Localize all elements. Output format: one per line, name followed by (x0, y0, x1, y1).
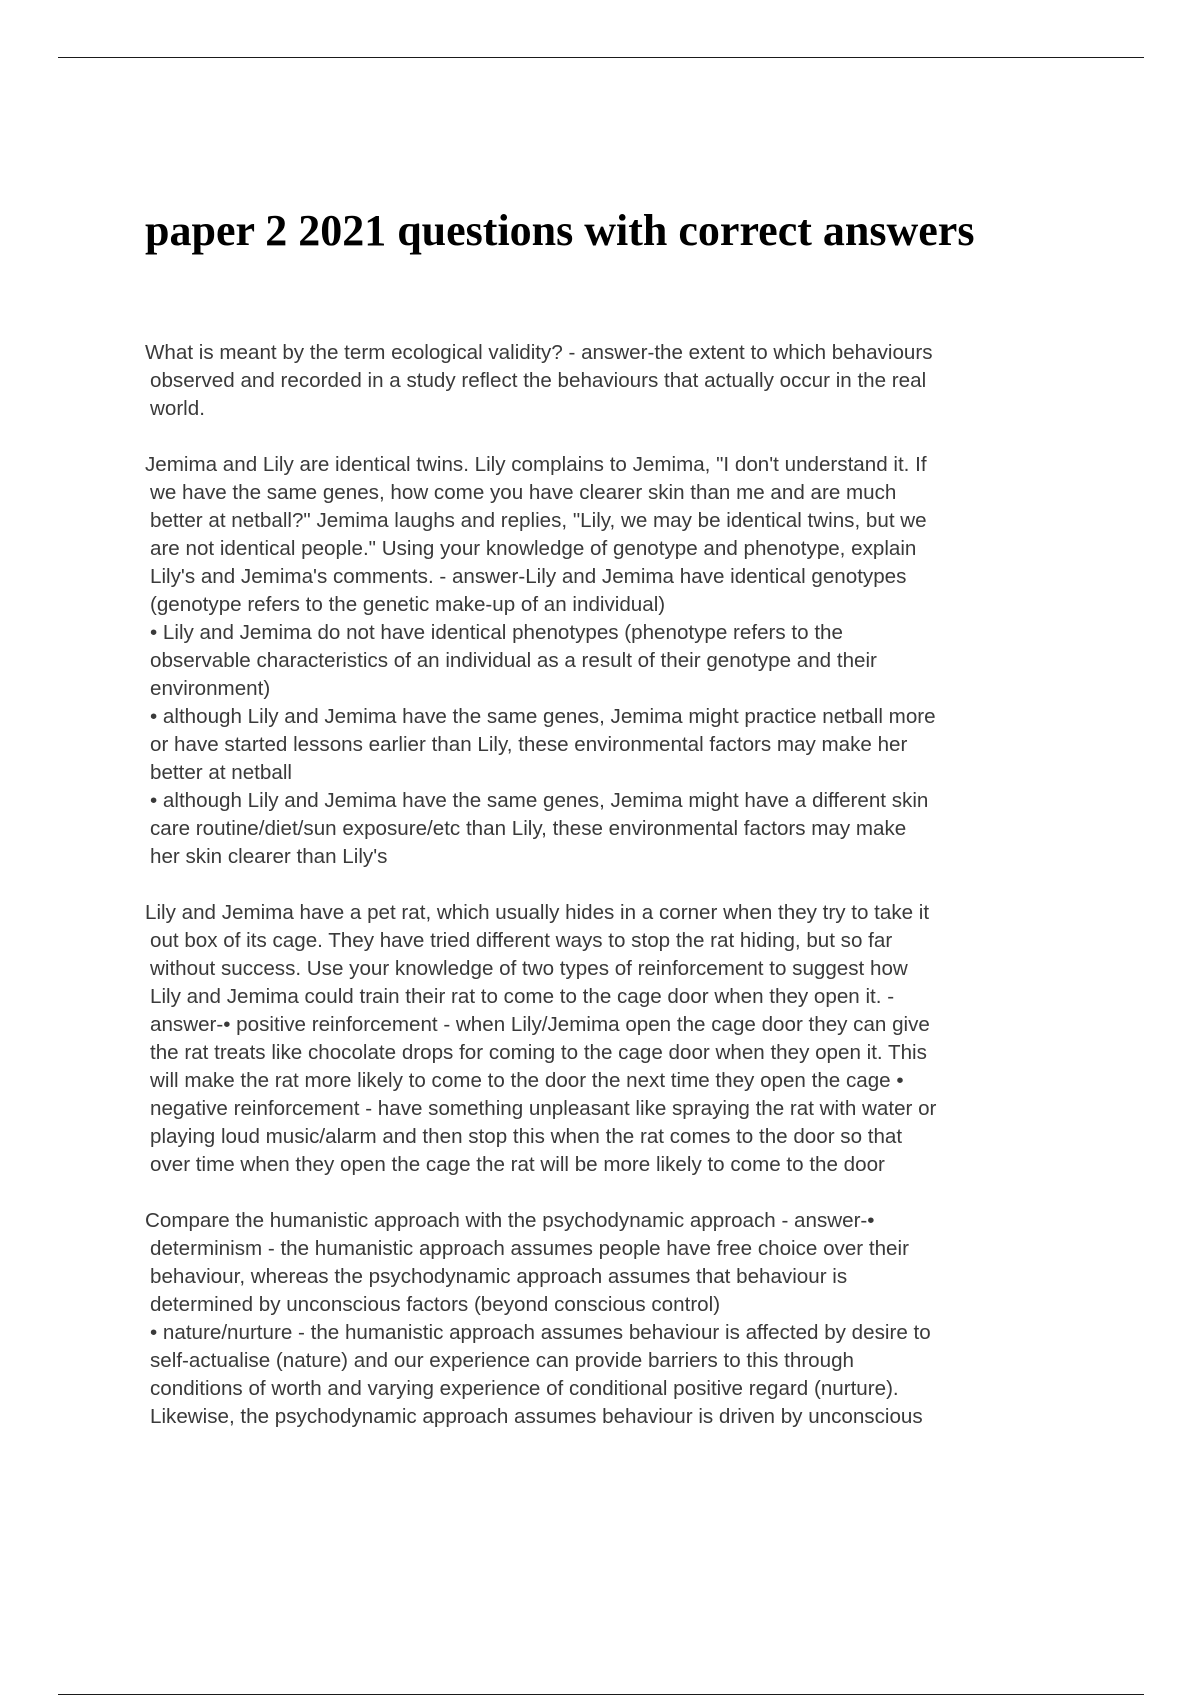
text-line: self-actualise (nature) and our experience can provide barriers to this through (150, 1349, 854, 1372)
text-line: observed and recorded in a study reflect the behaviours that actually occur in the real (150, 369, 927, 392)
text-line: out box of its cage. They have tried different ways to stop the rat hiding, but so far (150, 929, 893, 952)
text-line: What is meant by the term ecological validity? - answer-the extent to which behaviours (145, 341, 933, 364)
text-line: negative reinforcement - have something unpleasant like spraying the rat with water or (150, 1097, 937, 1120)
text-line: the rat treats like chocolate drops for coming to the cage door when they open it. This (150, 1041, 927, 1064)
text-line: observable characteristics of an individual as a result of their genotype and their (150, 649, 877, 672)
text-line: are not identical people." Using your knowledge of genotype and phenotype, explain (150, 537, 917, 560)
text-line: world. (150, 397, 205, 420)
text-line: answer-• positive reinforcement - when Lily/Jemima open the cage door they can give (150, 1013, 930, 1036)
text-line: • although Lily and Jemima have the same genes, Jemima might practice netball more (150, 705, 936, 728)
top-rule (58, 57, 1144, 58)
text-line: environment) (150, 677, 271, 700)
text-line: Compare the humanistic approach with the psychodynamic approach - answer-• (145, 1209, 875, 1232)
text-line: determined by unconscious factors (beyond conscious control) (150, 1293, 721, 1316)
text-line: over time when they open the cage the rat will be more likely to come to the door (150, 1153, 885, 1176)
text-line: we have the same genes, how come you have clearer skin than me and are much (150, 481, 897, 504)
text-line: without success. Use your knowledge of two types of reinforcement to suggest how (150, 957, 908, 980)
text-line: playing loud music/alarm and then stop this when the rat comes to the door so that (150, 1125, 903, 1148)
text-line: • Lily and Jemima do not have identical phenotypes (phenotype refers to the (150, 621, 843, 644)
text-line: Jemima and Lily are identical twins. Lily complains to Jemima, "I don't understand it. If (145, 453, 927, 476)
document-body (145, 339, 1090, 1459)
question-answer-block (145, 899, 1090, 1179)
text-line: Lily's and Jemima's comments. - answer-Lily and Jemima have identical genotypes (150, 565, 907, 588)
text-line: care routine/diet/sun exposure/etc than Lily, these environmental factors may make (150, 817, 907, 840)
question-answer-block (145, 339, 1090, 423)
text-line: (genotype refers to the genetic make-up of an individual) (150, 593, 666, 616)
text-line: determinism - the humanistic approach assumes people have free choice over their (150, 1237, 909, 1260)
text-line: conditions of worth and varying experience of conditional positive regard (nurture). (150, 1377, 899, 1400)
document-title: paper 2 2021 questions with correct answers (145, 206, 975, 255)
question-answer-block (145, 1207, 1090, 1431)
text-line: better at netball?" Jemima laughs and replies, "Lily, we may be identical twins, but we (150, 509, 927, 532)
text-line: or have started lessons earlier than Lily, these environmental factors may make her (150, 733, 908, 756)
text-line: • nature/nurture - the humanistic approach assumes behaviour is affected by desire to (150, 1321, 931, 1344)
text-line: Lily and Jemima have a pet rat, which usually hides in a corner when they try to take it (145, 901, 930, 924)
question-answer-block (145, 451, 1090, 871)
text-line: behaviour, whereas the psychodynamic approach assumes that behaviour is (150, 1265, 848, 1288)
text-line: Lily and Jemima could train their rat to come to the cage door when they open it. - (150, 985, 895, 1008)
text-line: • although Lily and Jemima have the same genes, Jemima might have a different skin (150, 789, 929, 812)
text-line: will make the rat more likely to come to the door the next time they open the cage • (150, 1069, 904, 1092)
bottom-rule (58, 1694, 1144, 1695)
text-line: better at netball (150, 761, 292, 784)
text-line: Likewise, the psychodynamic approach assumes behaviour is driven by unconscious (150, 1405, 923, 1428)
text-line: her skin clearer than Lily's (150, 845, 388, 868)
